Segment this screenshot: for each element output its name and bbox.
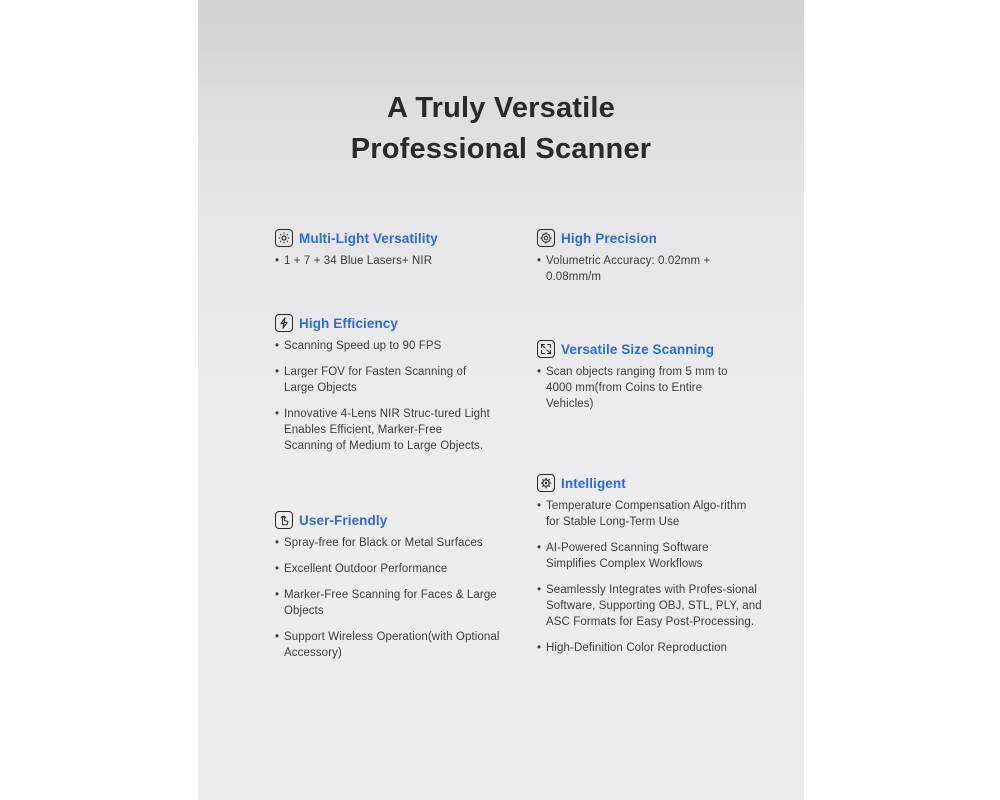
list-item: • Scanning Speed up to 90 FPS — [275, 338, 490, 354]
title-line-1: A Truly Versatile — [387, 92, 615, 124]
list-item: • Scan objects ranging from 5 mm to 4000 mm(from Coins to Entire Vehicles) — [537, 364, 737, 412]
feature-list — [275, 535, 500, 661]
list-item: • Innovative 4-Lens NIR Struc-tured Light Enables Efficient, Marker-Free Scanning of Medium to Large Objects. — [275, 406, 490, 454]
feature-list — [537, 364, 737, 412]
list-item: • Excellent Outdoor Performance — [275, 561, 500, 577]
section-header — [275, 509, 500, 531]
section-header — [275, 227, 505, 249]
section-high-efficiency — [275, 312, 490, 454]
section-title: High Efficiency — [299, 315, 399, 331]
list-item: • Marker-Free Scanning for Faces & Large Objects — [275, 587, 500, 619]
section-versatile-size — [537, 338, 737, 412]
section-title: High Precision — [561, 230, 657, 246]
sun-icon — [275, 229, 293, 247]
page-title — [198, 88, 804, 170]
section-intelligent — [537, 472, 762, 656]
section-title: Intelligent — [561, 475, 626, 491]
section-title: User-Friendly — [299, 512, 388, 528]
list-item: • Support Wireless Operation(with Optional Accessory) — [275, 629, 500, 661]
section-high-precision — [537, 227, 752, 285]
hand-touch-icon — [275, 511, 293, 529]
content-panel — [198, 0, 804, 800]
feature-list — [275, 253, 505, 269]
section-header — [537, 472, 762, 494]
title-line-2: Professional Scanner — [350, 133, 652, 165]
list-item: • Temperature Compensation Algo-rithm for Stable Long-Term Use — [537, 498, 762, 530]
feature-list — [275, 338, 490, 454]
section-header — [537, 227, 752, 249]
list-item: • Seamlessly Integrates with Profes-sional Software, Supporting OBJ, STL, PLY, and ASC Formats for Easy Post-Processing. — [537, 582, 762, 630]
list-item: • Larger FOV for Fasten Scanning of Large Objects — [275, 364, 490, 396]
section-user-friendly — [275, 509, 500, 661]
expand-arrows-icon — [537, 340, 555, 358]
section-header — [537, 338, 737, 360]
target-icon — [537, 229, 555, 247]
section-header — [275, 312, 490, 334]
list-item: • Spray-free for Black or Metal Surfaces — [275, 535, 500, 551]
section-multi-light — [275, 227, 505, 269]
list-item: • AI-Powered Scanning Software Simplifies Complex Workflows — [537, 540, 762, 572]
section-title: Multi-Light Versatility — [299, 230, 438, 246]
section-title: Versatile Size Scanning — [561, 341, 715, 357]
lightning-icon — [275, 314, 293, 332]
feature-list — [537, 498, 762, 656]
feature-list — [537, 253, 752, 285]
gear-icon — [537, 474, 555, 492]
list-item: • Volumetric Accuracy: 0.02mm + 0.08mm/m — [537, 253, 752, 285]
list-item: • High-Definition Color Reproduction — [537, 640, 762, 656]
list-item: • 1 + 7 + 34 Blue Lasers+ NIR — [275, 253, 505, 269]
